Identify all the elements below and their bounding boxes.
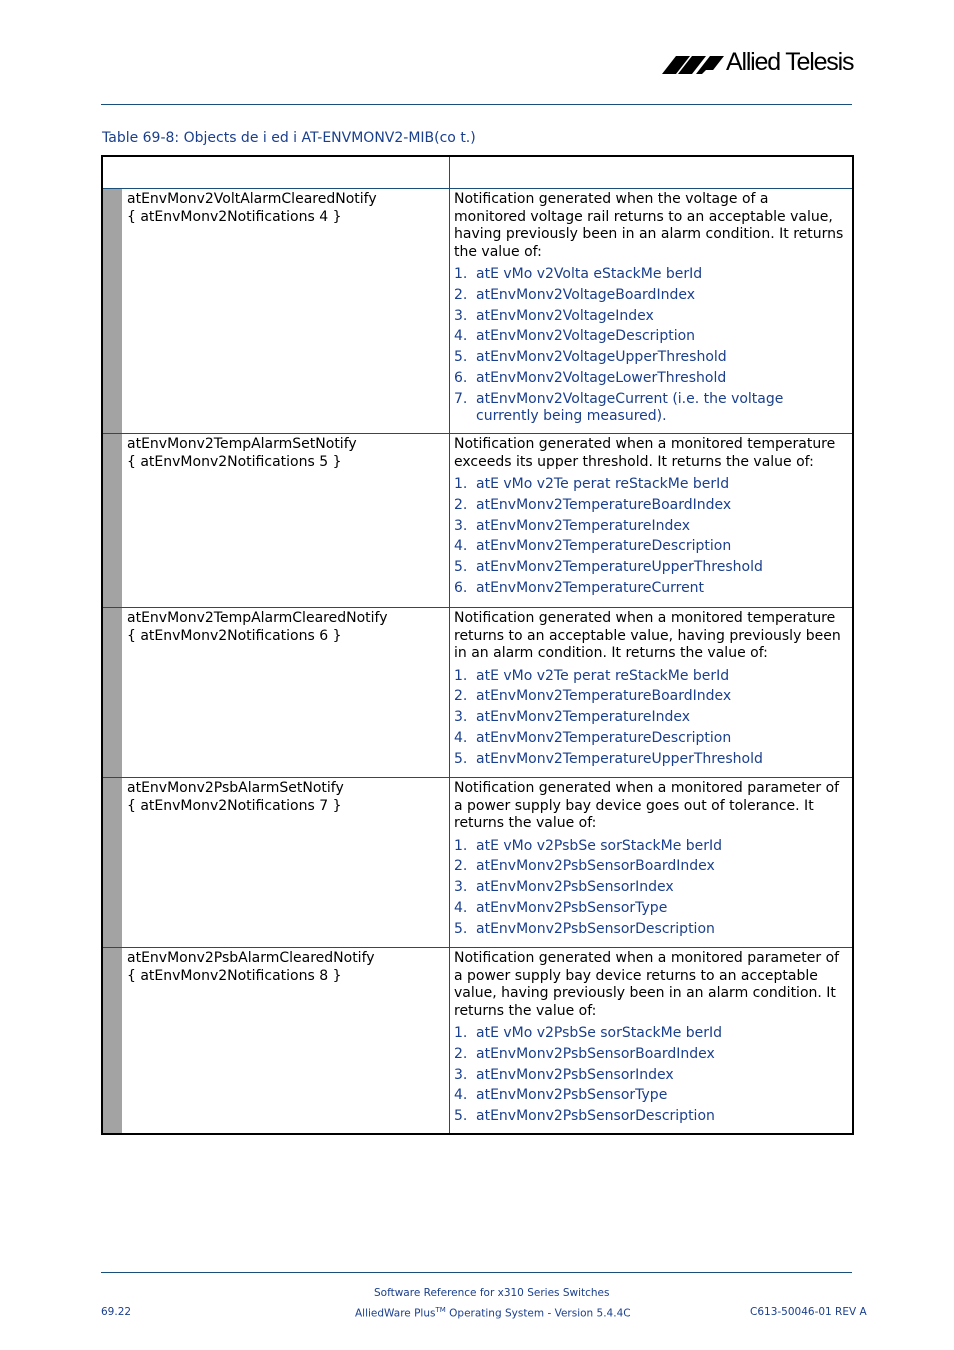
table-row (103, 948, 852, 1133)
list-item[interactable]: 6. atEnvMonv2VoltageLowerThreshold (454, 369, 727, 386)
object-oid: { atEnvMonv2Notifications 5 } (127, 453, 342, 470)
row-side-bar (103, 948, 122, 1133)
row-side-bar (103, 608, 122, 777)
list-item[interactable]: 4. atEnvMonv2VoltageDescription (454, 328, 696, 345)
list-item[interactable]: 5. atEnvMonv2PsbSensorDescription (454, 920, 715, 937)
object-name: atEnvMonv2PsbAlarmSetNotify (127, 780, 344, 796)
footer-rule (101, 1272, 852, 1273)
returned-values-list (454, 1025, 844, 1125)
list-item[interactable]: 1. atE vMo v2Te perat reStackMe berId (454, 667, 730, 684)
list-item[interactable]: 7. atEnvMonv2VoltageCurrent (i.e. the voltage currently being measured). (454, 390, 784, 424)
list-item[interactable]: 2. atEnvMonv2VoltageBoardIndex (454, 286, 695, 303)
footer-title: Software Reference for x310 Series Switches (374, 1287, 610, 1299)
list-item[interactable]: 4. atEnvMonv2TemperatureDescription (454, 729, 732, 746)
object-oid: { atEnvMonv2Notifications 7 } (127, 797, 342, 814)
objects-table (101, 155, 854, 1135)
returned-values-list (454, 266, 844, 425)
object-name: atEnvMonv2TempAlarmClearedNotify (127, 610, 388, 626)
list-item[interactable]: 3. atEnvMonv2PsbSensorIndex (454, 1066, 674, 1083)
object-description: Notification generated when a monitored parameter of a power supply bay device goes out of tolerance. It returns the value of: (454, 780, 840, 831)
object-oid: { atEnvMonv2Notifications 4 } (127, 208, 342, 225)
object-name: atEnvMonv2PsbAlarmClearedNotify (127, 950, 375, 966)
list-item[interactable]: 1. atE vMo v2PsbSe sorStackMe berId (454, 1025, 723, 1041)
table-row (103, 608, 852, 778)
object-oid: { atEnvMonv2Notifications 6 } (127, 627, 342, 644)
row-side-bar (103, 778, 122, 947)
object-description: Notification generated when the voltage of a monitored voltage rail returns to an acceptable value, having previously been in an alarm condition. It returns the value of: (454, 191, 844, 260)
returned-values-list (454, 668, 844, 768)
table-row (103, 189, 852, 434)
list-item[interactable]: 5. atEnvMonv2TemperatureUpperThreshold (454, 750, 763, 767)
list-item[interactable]: 5. atEnvMonv2TemperatureUpperThreshold (454, 559, 763, 576)
product-version: AlliedWare Plus™ Operating System - Version 5.4.4C (355, 1306, 631, 1320)
list-item[interactable]: 6. atEnvMonv2TemperatureCurrent (454, 579, 705, 596)
list-item[interactable]: 3. atEnvMonv2VoltageIndex (454, 307, 654, 324)
returned-values-list (454, 476, 844, 597)
table-row (103, 778, 852, 948)
object-name: atEnvMonv2TempAlarmSetNotify (127, 436, 357, 452)
object-description: Notification generated when a monitored parameter of a power supply bay device returns to an acceptable value, having previously been in an alarm condition. It returns the value of: (454, 950, 840, 1019)
list-item[interactable]: 3. atEnvMonv2PsbSensorIndex (454, 879, 674, 896)
header-rule (101, 104, 852, 105)
list-item[interactable]: 1. atE vMo v2Te perat reStackMe berId (454, 476, 730, 492)
list-item[interactable]: 3. atEnvMonv2TemperatureIndex (454, 517, 691, 534)
document-code: C613-50046-01 REV A (750, 1306, 867, 1318)
object-description: Notification generated when a monitored temperature returns to an acceptable value, having previously been in an alarm condition. It returns the value of: (454, 610, 841, 661)
returned-values-list (454, 838, 844, 938)
list-item[interactable]: 2. atEnvMonv2PsbSensorBoardIndex (454, 1045, 715, 1062)
list-item[interactable]: 1. atE vMo v2Volta eStackMe berId (454, 266, 703, 282)
list-item[interactable]: 5. atEnvMonv2PsbSensorDescription (454, 1108, 715, 1125)
row-side-bar (103, 189, 122, 433)
table-row (103, 434, 852, 608)
list-item[interactable]: 5. atEnvMonv2VoltageUpperThreshold (454, 349, 727, 366)
object-oid: { atEnvMonv2Notifications 8 } (127, 967, 342, 984)
list-item[interactable]: 4. atEnvMonv2PsbSensorType (454, 899, 668, 916)
list-item[interactable]: 1. atE vMo v2PsbSe sorStackMe berId (454, 837, 723, 854)
list-item[interactable]: 4. atEnvMonv2TemperatureDescription (454, 538, 732, 555)
object-description: Notification generated when a monitored temperature exceeds its upper threshold. It returns the value of: (454, 436, 836, 470)
table-caption: Table 69-8: Objects de i ed i AT-ENVMONV2-MIB(co t.) (102, 130, 476, 146)
row-side-bar (103, 434, 122, 607)
list-item[interactable]: 4. atEnvMonv2PsbSensorType (454, 1087, 668, 1104)
list-item[interactable]: 2. atEnvMonv2PsbSensorBoardIndex (454, 858, 715, 875)
brand-name: Allied Telesis (726, 48, 854, 76)
object-name: atEnvMonv2VoltAlarmClearedNotify (127, 191, 377, 207)
page-number: 69.22 (101, 1306, 132, 1318)
list-item[interactable]: 2. atEnvMonv2TemperatureBoardIndex (454, 688, 732, 705)
list-item[interactable]: 3. atEnvMonv2TemperatureIndex (454, 709, 691, 726)
list-item[interactable]: 2. atEnvMonv2TemperatureBoardIndex (454, 496, 732, 513)
table-header-row (103, 157, 852, 189)
